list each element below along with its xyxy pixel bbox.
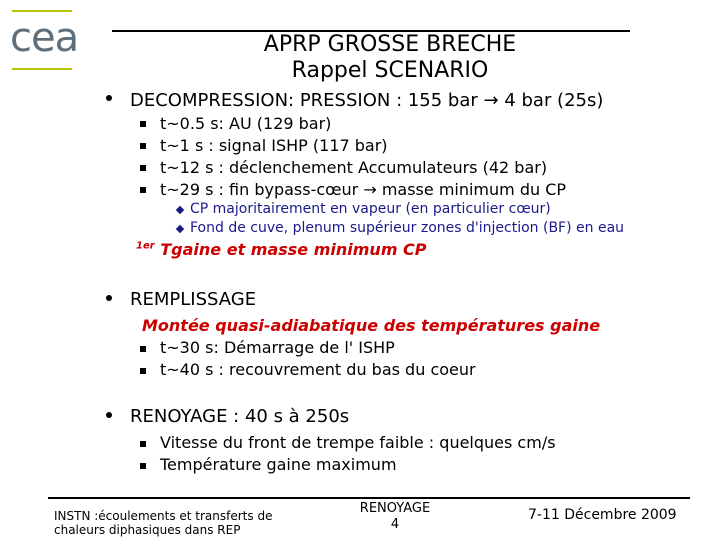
- renoyage-heading: RENOYAGE : 40 s à 250s: [130, 406, 350, 427]
- diamond-bullet: [176, 206, 184, 214]
- bullet-dot: [106, 95, 112, 101]
- logo-bottom-bar: [12, 68, 72, 70]
- remplissage-heading: REMPLISSAGE: [130, 289, 257, 310]
- title-line-1: APRP GROSSE BRECHE: [263, 32, 517, 57]
- diamond-bullet: [176, 225, 184, 233]
- footer-left-line-1: INSTN :écoulements et transferts de: [54, 509, 273, 523]
- renoyage-item-1: Vitesse du front de trempe faible : quelques cm/s: [160, 433, 556, 452]
- logo-text: cea: [10, 15, 79, 61]
- footer-date: 7-11 Décembre 2009: [528, 507, 677, 523]
- footer-page-number: 4: [390, 517, 400, 532]
- footer-left-line-2: chaleurs diphasiques dans REP: [54, 523, 241, 537]
- square-bullet: [140, 441, 146, 447]
- footer-center-line-1: RENOYAGE: [359, 501, 431, 516]
- square-bullet: [140, 463, 146, 469]
- decompression-item-1: t~0.5 s: AU (129 bar): [160, 114, 332, 133]
- highlight-superscript: 1er: [136, 240, 155, 252]
- bullet-dot: [106, 412, 112, 418]
- square-bullet: [140, 187, 146, 193]
- remplissage-item-2: t~40 s : recouvrement du bas du coeur: [160, 360, 476, 379]
- decompression-highlight: [136, 240, 427, 259]
- decompression-item-4: t~29 s : fin bypass-cœur → masse minimum du CP: [160, 180, 567, 199]
- square-bullet: [140, 165, 146, 171]
- decompression-item-3: t~12 s : déclenchement Accumulateurs (42 bar): [160, 158, 548, 177]
- footer-rule: [48, 497, 690, 499]
- remplissage-highlight: Montée quasi-adiabatique des températures gaine: [142, 316, 601, 335]
- square-bullet: [140, 121, 146, 127]
- title-line-2: Rappel SCENARIO: [291, 58, 489, 83]
- decompression-item-2: t~1 s : signal ISHP (117 bar): [160, 136, 388, 155]
- decompression-subitem-1: CP majoritairement en vapeur (en particulier cœur): [190, 201, 551, 217]
- square-bullet: [140, 368, 146, 374]
- square-bullet: [140, 346, 146, 352]
- remplissage-item-1: t~30 s: Démarrage de l' ISHP: [160, 338, 395, 357]
- square-bullet: [140, 143, 146, 149]
- decompression-heading: DECOMPRESSION: PRESSION : 155 bar → 4 bar (25s): [130, 90, 604, 111]
- decompression-subitem-2: Fond de cuve, plenum supérieur zones d'injection (BF) en eau: [190, 220, 625, 236]
- logo-top-bar: [12, 10, 72, 12]
- highlight-text: Tgaine et masse minimum CP: [160, 240, 427, 259]
- renoyage-item-2: Température gaine maximum: [160, 455, 397, 474]
- bullet-dot: [106, 295, 112, 301]
